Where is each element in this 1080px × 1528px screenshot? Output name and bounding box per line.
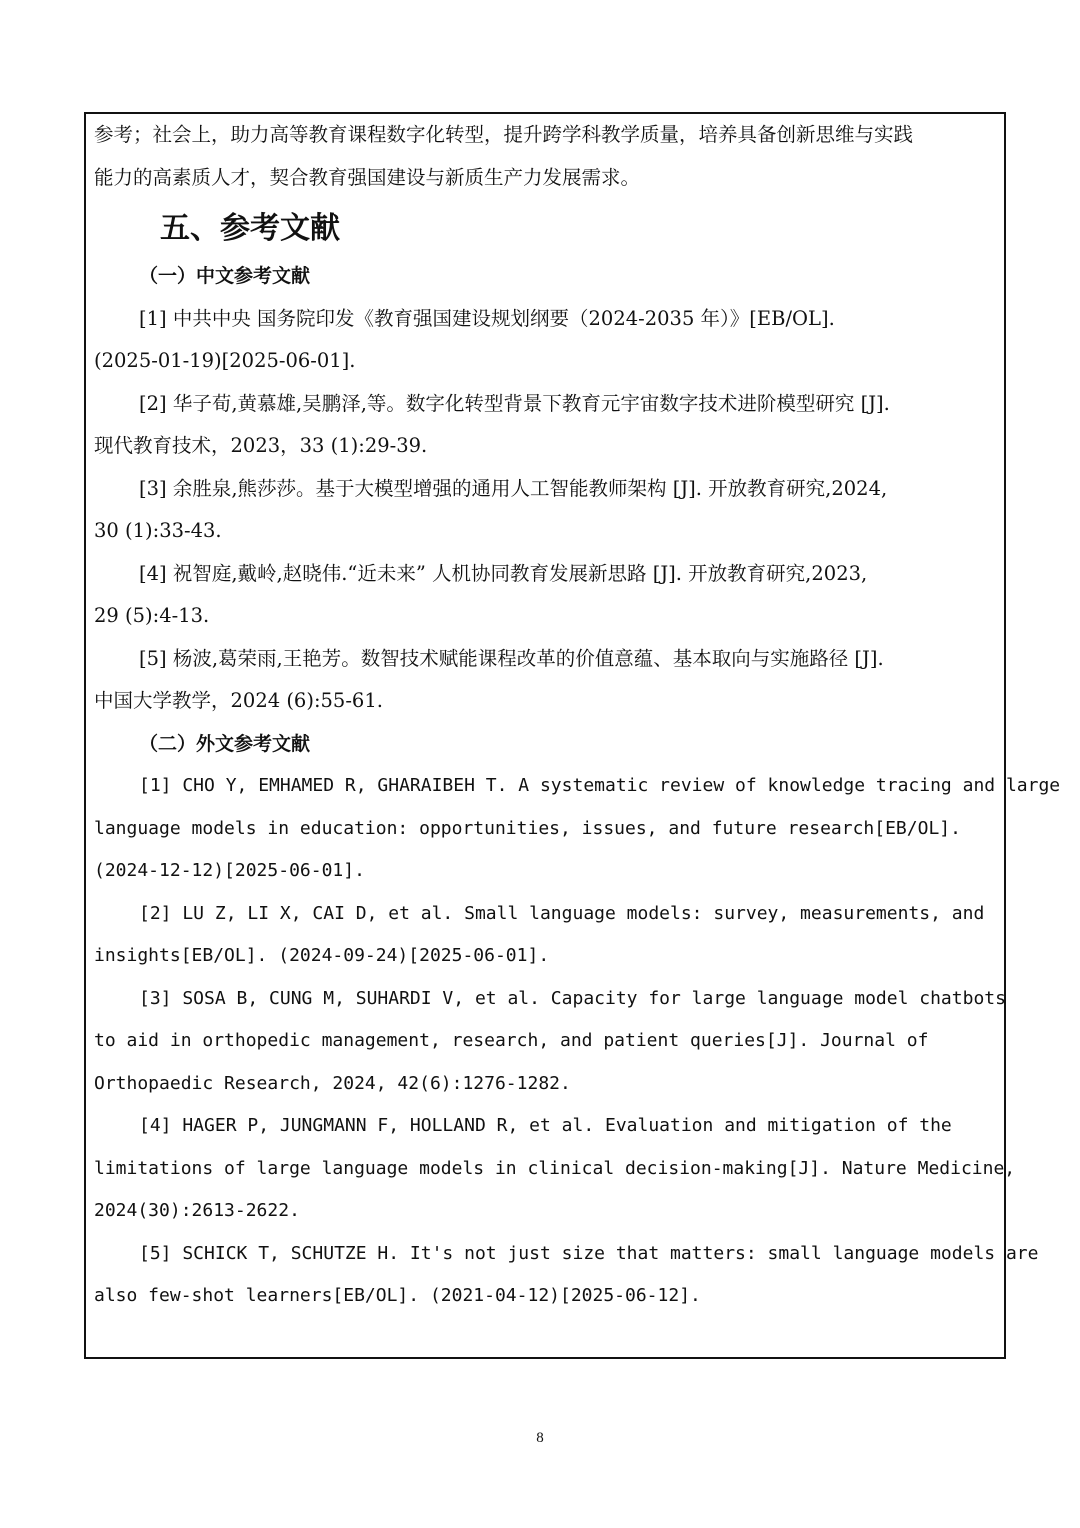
document-body: [94, 114, 1061, 1318]
reference-line: insights[EB/OL]. (2024-09-24)[2025-06-01].: [94, 945, 550, 966]
reference-line: language models in education: opportunities, issues, and future research[EB/OL].: [94, 817, 961, 839]
reference-line: limitations of large language models in clinical decision-making[J]. Nature Medicine,: [94, 1157, 1016, 1179]
chinese-reference-list: [94, 298, 1000, 723]
reference-item: [94, 978, 1006, 1106]
reference-item: [94, 1233, 1039, 1318]
intro-line: 参考；社会上，助力高等教育课程数字化转型，提升跨学科教学质量，培养具备创新思维与实践: [94, 123, 914, 146]
reference-item: [94, 468, 1000, 553]
reference-line: Orthopaedic Research, 2024, 42(6):1276-1282.: [94, 1072, 571, 1094]
reference-line: 现代教育技术，2023，33 (1):29-39.: [94, 434, 428, 457]
reference-line: [3] 余胜泉,熊莎莎。基于大模型增强的通用人工智能教师架构 [J]. 开放教育研究,2024,: [139, 476, 888, 500]
reference-line: 中国大学教学，2024 (6):55-61.: [94, 689, 383, 712]
reference-line: (2024-12-12)[2025-06-01].: [94, 860, 365, 881]
reference-item: [94, 383, 1000, 468]
reference-line: [1] 中共中央 国务院印发《教育强国建设规划纲要（2024-2035 年）》[EB/OL].: [139, 306, 835, 330]
reference-item: [94, 765, 1061, 893]
reference-line: [4] 祝智庭,戴岭,赵晓伟.“近未来” 人机协同教育发展新思路 [J]. 开放教育研究,2023,: [139, 561, 868, 585]
intro-line: 能力的高素质人才，契合教育强国建设与新质生产力发展需求。: [94, 165, 641, 189]
reference-line: 2024(30):2613-2622.: [94, 1200, 300, 1221]
page-number: 8: [536, 1430, 544, 1446]
intro-paragraph: [94, 114, 1000, 199]
reference-line: [5] SCHICK T, SCHUTZE H. It's not just size that matters: small language models are: [139, 1242, 1039, 1264]
foreign-reference-list: [94, 765, 1061, 1318]
reference-line: [4] HAGER P, JUNGMANN F, HOLLAND R, et al. Evaluation and mitigation of the: [139, 1115, 952, 1136]
reference-line: 29 (5):4-13.: [94, 604, 210, 627]
reference-item: [94, 553, 1000, 638]
section-title: 五、参考文献: [160, 211, 340, 246]
reference-line: [5] 杨波,葛荣雨,王艳芳。数智技术赋能课程改革的价值意蕴、基本取向与实施路径 [J].: [139, 646, 884, 670]
foreign-refs-heading: （二）外文参考文献: [139, 732, 311, 755]
reference-item: [94, 1105, 1016, 1233]
reference-line: [3] SOSA B, CUNG M, SUHARDI V, et al. Capacity for large language model chatbots: [139, 987, 1006, 1009]
reference-line: [1] CHO Y, EMHAMED R, GHARAIBEH T. A systematic review of knowledge tracing and large: [139, 775, 1061, 796]
reference-item: [94, 638, 1000, 723]
reference-line: [2] LU Z, LI X, CAI D, et al. Small language models: survey, measurements, and: [139, 902, 985, 924]
reference-line: [2] 华子荀,黄慕雄,吴鹏泽,等。数字化转型背景下教育元宇宙数字技术进阶模型研究 [J].: [139, 391, 890, 415]
reference-line: to aid in orthopedic management, research, and patient queries[J]. Journal of: [94, 1030, 929, 1051]
reference-line: (2025-01-19)[2025-06-01].: [94, 349, 356, 372]
reference-item: [94, 298, 1000, 383]
reference-line: 30 (1):33-43.: [94, 519, 222, 542]
reference-line: also few-shot learners[EB/OL]. (2021-04-12)[2025-06-12].: [94, 1285, 701, 1306]
chinese-refs-heading: （一）中文参考文献: [139, 265, 311, 287]
reference-item: [94, 893, 1000, 978]
